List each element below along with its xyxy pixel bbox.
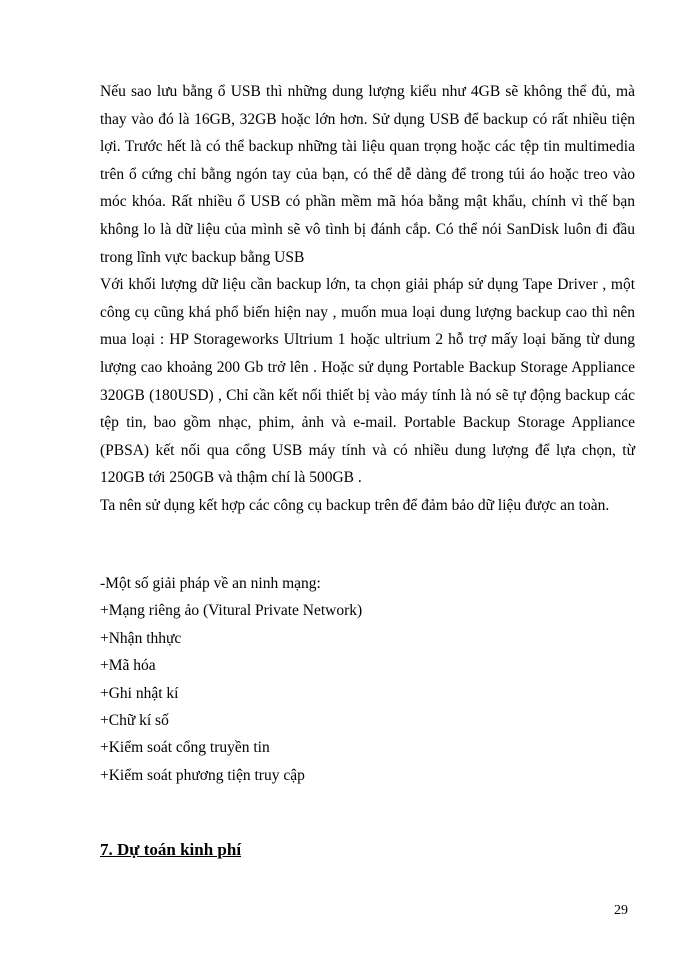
paragraph-tape-driver: Với khối lượng dữ liệu cần backup lớn, ta chọn giải pháp sử dụng Tape Driver , một công cụ cũng khá phổ biến hiện nay , muốn mua loại dung lượng backup cao thì nên mua loại : HP Storageworks Ultrium 1 hoặc ultrium 2 hỗ trợ mấy loại băng từ dung lượng cao khoảng 200 Gb trở lên . Hoặc sử dụng Portable Backup Storage Appliance 320GB (180USD) , Chỉ cần kết nối thiết bị vào máy tính là nó sẽ tự động backup các tệp tin, bao gồm nhạc, phim, ảnh và e-mail. Portable Backup Storage Appliance (PBSA) kết nối qua cổng USB máy tính và có nhiều dung lượng để lựa chọn, từ 120GB tới 250GB và thậm chí là 500GB . bbox=[100, 276, 635, 487]
list-intro: -Một số giải pháp về an ninh mạng: bbox=[100, 575, 321, 592]
list-item-vpn: +Mạng riêng ảo (Vitural Private Network) bbox=[100, 602, 363, 620]
paragraph-usb-backup: Nếu sao lưu bằng ổ USB thì những dung lượng kiểu như 4GB sẽ không thể đủ, mà thay vào đó là 16GB, 32GB hoặc lớn hơn. Sử dụng USB để backup có rất nhiều tiện lợi. Trước hết là có thể backup những tài liệu quan trọng hoặc các tệp tin multimedia trên ổ cứng chỉ bằng ngón tay của bạn, có thể dễ dàng để trong túi áo hoặc treo vào móc khóa. Rất nhiều ổ USB có phần mềm mã hóa bằng mật khẩu, chính vì thế bạn không lo là dữ liệu của mình sẽ vô tình bị đánh cắp. Có thể nói SanDisk luôn đi đầu trong lĩnh vực backup bằng USB bbox=[100, 83, 635, 266]
security-solutions-list bbox=[100, 570, 635, 789]
list-item-logging: +Ghi nhật kí bbox=[100, 684, 179, 702]
section-heading: 7. Dự toán kinh phí bbox=[100, 840, 242, 859]
list-item-encryption: +Mã hóa bbox=[100, 657, 156, 675]
paragraph-combine-tools: Ta nên sử dụng kết hợp các công cụ backup trên để đảm bảo dữ liệu được an toàn. bbox=[100, 496, 610, 514]
page-number: 29 bbox=[614, 903, 628, 918]
list-item-digital-signature: +Chữ kí số bbox=[100, 712, 169, 730]
body-text bbox=[100, 78, 635, 520]
list-item-authentication: +Nhận thhực bbox=[100, 629, 182, 647]
list-item-access-control: +Kiểm soát phương tiện truy cập bbox=[100, 766, 305, 784]
list-item-port-control: +Kiểm soát cổng truyền tin bbox=[100, 739, 270, 757]
